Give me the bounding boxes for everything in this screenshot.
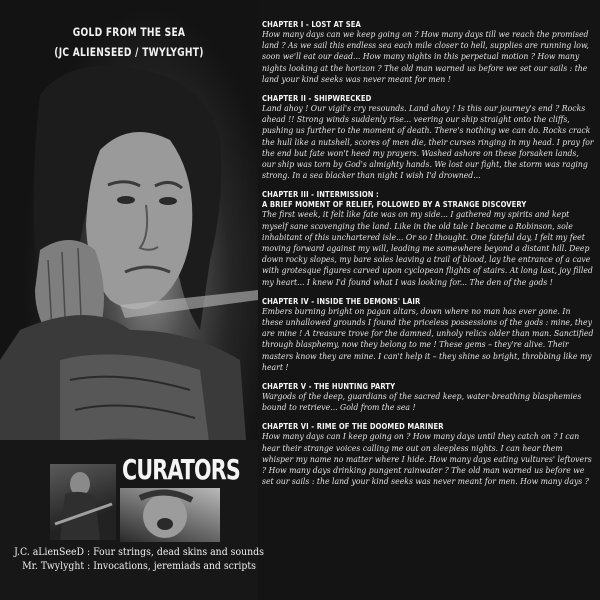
album-title-line2: (JC ALIENSEED / TWYLYGHT) (54, 45, 204, 59)
chapter-1 (262, 20, 594, 86)
chapter-heading: CHAPTER III - INTERMISSION : (262, 190, 379, 200)
chapter-text: The first week, it felt like fate was on my side... I gathered my spirits and kept myself sane scavenging the land. Like in the old tale I became a Robinson, sole inhabitant of this unchartered isle... Or so I thought. One fateful day, I felt my feet moving forward against my will, leading me somewhere beyond a distant hill. Deep down rocky slopes, my bare soles leaving a trail of blood, lay the entrance of a cave with grotesque figures carved upon cyclopean flights of stairs. At long last, joy filled my heart... I knew I'd found what I was looking for... The den of the gods ! (262, 210, 593, 288)
cover-photo (0, 0, 258, 600)
chapter-subheading: A BRIEF MOMENT OF RELIEF, FOLLOWED BY A STRANGE DISCOVERY (262, 200, 527, 210)
chapter-text: How many days can we keep going on ? How many days till we reach the promised land ? As we sail this endless sea each mile closer to hell, supplies are running low, soon we'll eat our dead... How many nights in this perpetual motion ? How many nights looking at the horizon ? The old man warned us before we set our sails : the land your kind seeks was never meant for men ! (262, 30, 589, 85)
chapter-2 (262, 94, 594, 182)
chapter-text: Land ahoy ! Our vigil's cry resounds. Land ahoy ! Is this our journey's end ? Rocks ahead !! Strong winds suddenly rise... veering our ship straight onto the cliffs, pushing us further to the moment of death. There's nothing we can do. Rocks crack the hull like a nutshell, scores of men die, their curses ringing in my head. I pray for the end but fate won't heed my prayers. Washed ashore on these forsaken lands, our ship was torn by God's almighty hands. We lost our fight, the storm was raging strong. In a sea blacker than night I wish I'd drowned... (262, 104, 594, 182)
band-photo-bassist (50, 464, 116, 540)
lyrics-column (262, 20, 594, 497)
band-logo: CURATORS (122, 453, 240, 486)
chapter-3 (262, 190, 594, 288)
band-credit-twylyght: Mr. Twylyght : Invocations, jeremiads and scripts (22, 560, 256, 572)
chapter-text: Embers burning bright on pagan altars, down where no man has ever gone. In these unhallowed grounds I found the priceless possessions of the gods : mine, they are mine ! A treasure trove for the damned, unholy relics older than man. Sanctified through blasphemy, now they belong to me ! These gems – they're alive. Their masters know they are mine. I can't help it – they shine so bright, throbbing like my heart ! (262, 306, 594, 373)
chapter-heading: CHAPTER II - SHIPWRECKED (262, 94, 372, 104)
chapter-text: Wargods of the deep, guardians of the sacred keep, water-breathing blasphemies bound to retrieve... Gold from the sea ! (262, 392, 582, 414)
chapter-4 (262, 297, 594, 374)
album-title (0, 22, 258, 62)
chapter-heading: CHAPTER V - THE HUNTING PARTY (262, 382, 396, 392)
chapter-text: How many days can I keep going on ? How many days until they catch on ? I can hear their strange voices calling me out on sleepless nights. I can hear them whisper my name no matter where I hide. How many days eating vultures' leftovers ? How many days drinking pungent rainwater ? The old man warned us before we set our sails : the land your kind seeks was never meant for men. How many days ? (262, 432, 592, 488)
chapter-heading: CHAPTER I - LOST AT SEA (262, 20, 361, 29)
band-photo-vocalist (120, 488, 220, 542)
chapter-heading: CHAPTER VI - RIME OF THE DOOMED MARINER (262, 422, 444, 432)
chapter-6 (262, 422, 594, 488)
chapter-heading: CHAPTER IV - INSIDE THE DEMONS' LAIR (262, 296, 421, 306)
album-title-line1: GOLD FROM THE SEA (72, 25, 186, 39)
chapter-5 (262, 382, 594, 414)
band-credit-alienseed: J.C. aLienSeeD : Four strings, dead skins and sounds (14, 546, 264, 558)
